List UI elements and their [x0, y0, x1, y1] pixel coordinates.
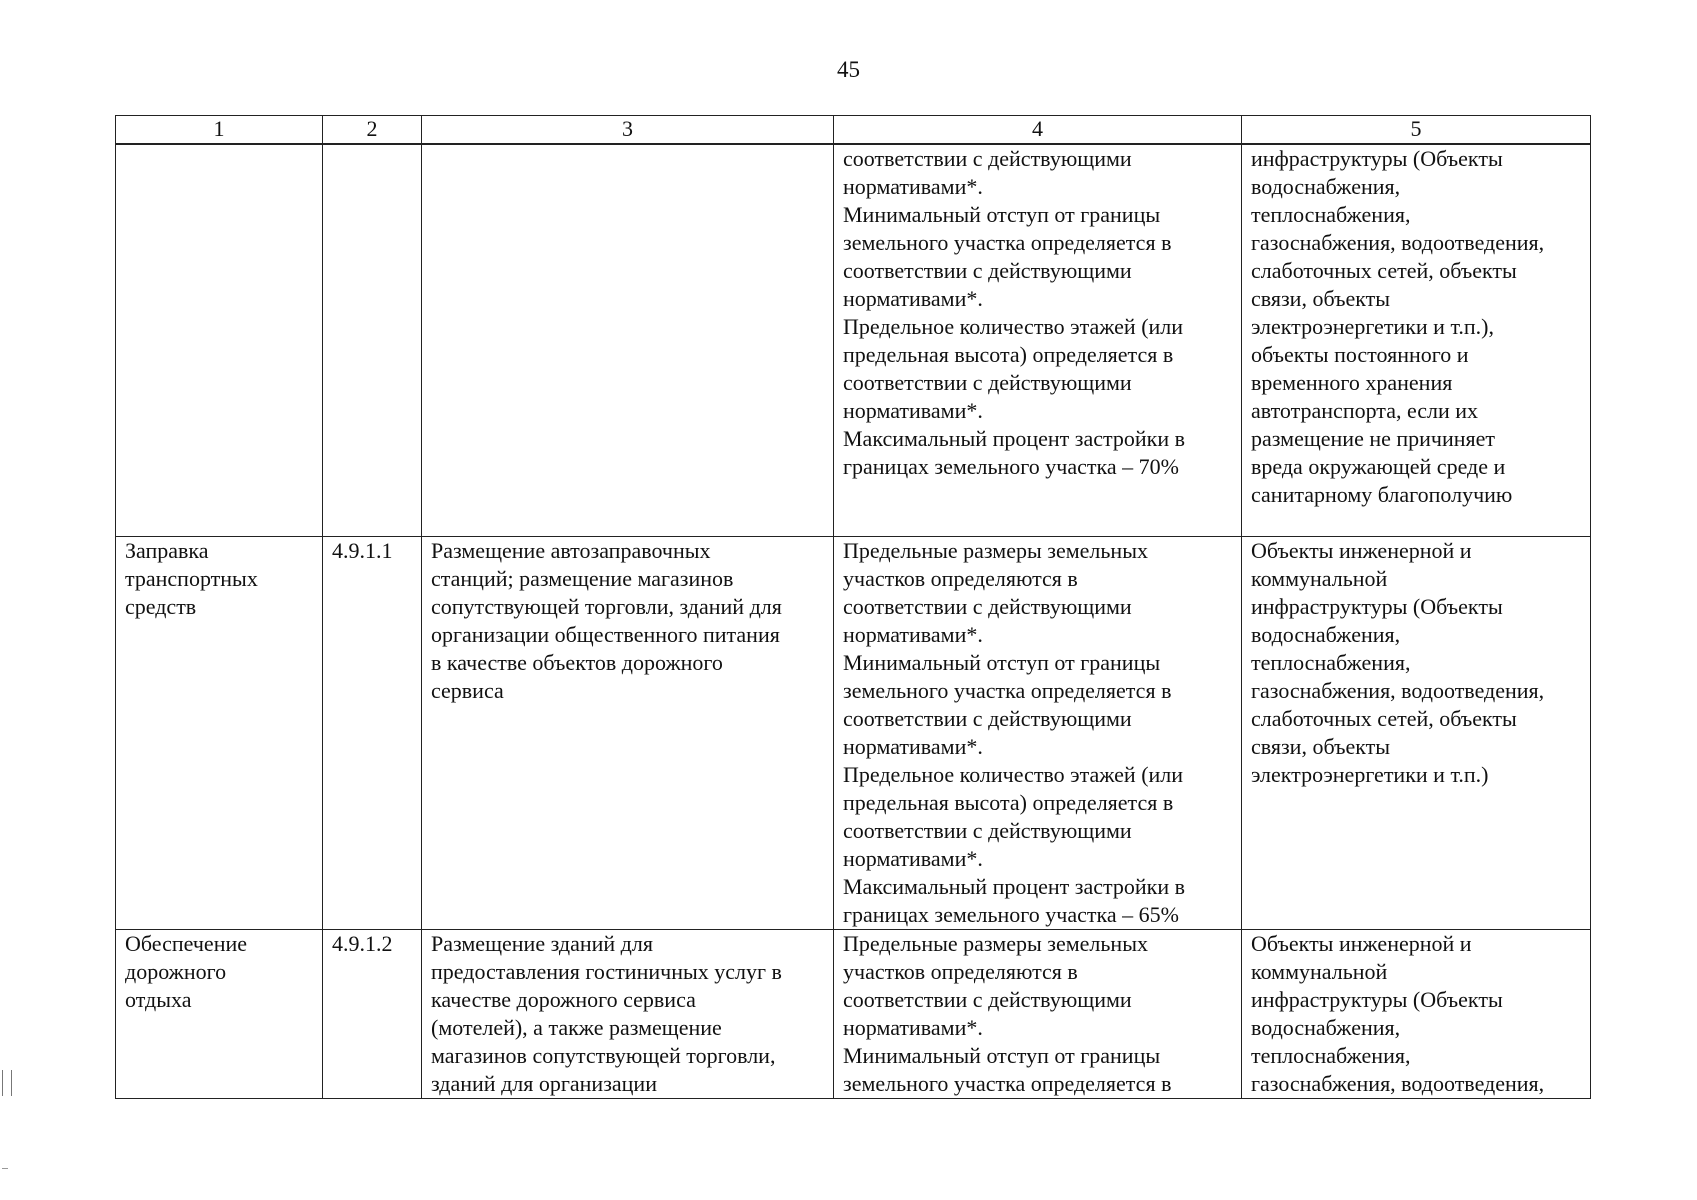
table-row	[116, 537, 1591, 930]
cell-code	[323, 537, 422, 930]
cell-line: 4.9.1.2	[332, 931, 393, 956]
cell-line: земельного участка определяется в	[843, 1071, 1172, 1096]
cell-line: газоснабжения, водоотведения,	[1251, 230, 1545, 255]
cell-line: Минимальный отступ от границы	[843, 1043, 1161, 1068]
cell-line: нормативами*.	[843, 286, 983, 311]
cell-line: соответствии с действующими	[843, 818, 1132, 843]
header-col-3: 3	[422, 116, 834, 145]
cell-line: электроэнергетики и т.п.),	[1251, 314, 1494, 339]
cell-line: газоснабжения, водоотведения,	[1251, 1071, 1545, 1096]
cell-line: автотранспорта, если их	[1251, 398, 1479, 423]
cell-line: инфраструктуры (Объекты	[1251, 987, 1503, 1012]
cell-line: Предельное количество этажей (или	[843, 314, 1184, 339]
cell-line: водоснабжения,	[1251, 622, 1401, 647]
cell-line: инфраструктуры (Объекты	[1251, 594, 1503, 619]
cell-auxiliary-uses	[1242, 930, 1591, 1099]
cell-line: водоснабжения,	[1251, 174, 1401, 199]
cell-line: Обеспечение	[125, 931, 247, 956]
cell-line: организации общественного питания	[431, 622, 780, 647]
cell-line: предельная высота) определяется в	[843, 342, 1174, 367]
cell-description	[422, 144, 834, 537]
cell-line: границах земельного участка – 70%	[843, 454, 1179, 479]
table-header-row	[116, 116, 1591, 145]
cell-line: сопутствующей торговли, зданий для	[431, 594, 782, 619]
cell-line: соответствии с действующими	[843, 146, 1132, 171]
cell-line: земельного участка определяется в	[843, 230, 1172, 255]
cell-line: нормативами*.	[843, 734, 983, 759]
cell-line: Предельные размеры земельных	[843, 931, 1148, 956]
cell-line: нормативами*.	[843, 622, 983, 647]
cell-line: слаботочных сетей, объекты	[1251, 706, 1517, 731]
cell-line: соответствии с действующими	[843, 370, 1132, 395]
cell-line: соответствии с действующими	[843, 987, 1132, 1012]
cell-line: теплоснабжения,	[1251, 650, 1411, 675]
cell-line: коммунальной	[1251, 566, 1388, 591]
header-col-4: 4	[834, 116, 1242, 145]
cell-line: газоснабжения, водоотведения,	[1251, 678, 1545, 703]
cell-parameters	[834, 537, 1242, 930]
cell-line: инфраструктуры (Объекты	[1251, 146, 1503, 171]
cell-line: Размещение зданий для	[431, 931, 653, 956]
cell-line: качестве дорожного сервиса	[431, 987, 696, 1012]
cell-line: отдыха	[125, 987, 192, 1012]
cell-line: размещение не причиняет	[1251, 426, 1496, 451]
cell-line: станций; размещение магазинов	[431, 566, 734, 591]
cell-description	[422, 537, 834, 930]
cell-parameters	[834, 930, 1242, 1099]
cell-line: электроэнергетики и т.п.)	[1251, 762, 1489, 787]
cell-line: Размещение автозаправочных	[431, 538, 711, 563]
cell-line: Предельные размеры земельных	[843, 538, 1148, 563]
cell-code	[323, 930, 422, 1099]
cell-line: Минимальный отступ от границы	[843, 202, 1161, 227]
cell-line: магазинов сопутствующей торговли,	[431, 1043, 776, 1068]
cell-line: нормативами*.	[843, 1015, 983, 1040]
cell-line: участков определяются в	[843, 566, 1078, 591]
cell-line: 4.9.1.1	[332, 538, 393, 563]
header-col-2: 2	[323, 116, 422, 145]
cell-line: объекты постоянного и	[1251, 342, 1469, 367]
cell-line: нормативами*.	[843, 398, 983, 423]
cell-line: Максимальный процент застройки в	[843, 874, 1185, 899]
cell-line: дорожного	[125, 959, 227, 984]
cell-line: средств	[125, 594, 197, 619]
cell-line: предельная высота) определяется в	[843, 790, 1174, 815]
cell-use-type	[116, 537, 323, 930]
cell-line: зданий для организации	[431, 1071, 657, 1096]
cell-line: соответствии с действующими	[843, 258, 1132, 283]
cell-line: Предельное количество этажей (или	[843, 762, 1184, 787]
cell-line: связи, объекты	[1251, 286, 1391, 311]
table-row	[116, 144, 1591, 537]
cell-line: предоставления гостиничных услуг в	[431, 959, 782, 984]
cell-line: транспортных	[125, 566, 258, 591]
cell-line: теплоснабжения,	[1251, 202, 1411, 227]
table-body	[116, 144, 1591, 1099]
cell-line: Максимальный процент застройки в	[843, 426, 1185, 451]
header-col-1: 1	[116, 116, 323, 145]
cell-line: (мотелей), а также размещение	[431, 1015, 722, 1040]
cell-line: Заправка	[125, 538, 209, 563]
regulations-table	[115, 115, 1591, 1099]
cell-auxiliary-uses	[1242, 537, 1591, 930]
cell-line: Объекты инженерной и	[1251, 538, 1472, 563]
cell-parameters	[834, 144, 1242, 537]
cell-line: соответствии с действующими	[843, 706, 1132, 731]
cell-line: коммунальной	[1251, 959, 1388, 984]
cell-line: вреда окружающей среде и	[1251, 454, 1506, 479]
cell-line: в качестве объектов дорожного	[431, 650, 723, 675]
cell-code	[323, 144, 422, 537]
cell-line: связи, объекты	[1251, 734, 1391, 759]
cell-line: участков определяются в	[843, 959, 1078, 984]
cell-line: теплоснабжения,	[1251, 1043, 1411, 1068]
cell-line: соответствии с действующими	[843, 594, 1132, 619]
cell-line: нормативами*.	[843, 174, 983, 199]
cell-line: водоснабжения,	[1251, 1015, 1401, 1040]
cell-line: Объекты инженерной и	[1251, 931, 1472, 956]
cell-use-type	[116, 930, 323, 1099]
cell-line: Минимальный отступ от границы	[843, 650, 1161, 675]
cell-line: временного хранения	[1251, 370, 1453, 395]
cell-use-type	[116, 144, 323, 537]
cell-line: слаботочных сетей, объекты	[1251, 258, 1517, 283]
header-col-5: 5	[1242, 116, 1591, 145]
scan-edge-tick	[2, 1168, 8, 1169]
page-number: 45	[837, 57, 860, 82]
cell-description	[422, 930, 834, 1099]
table-row	[116, 930, 1591, 1099]
cell-auxiliary-uses	[1242, 144, 1591, 537]
cell-line: сервиса	[431, 678, 504, 703]
scan-edge-marks	[2, 1070, 12, 1096]
cell-line: земельного участка определяется в	[843, 678, 1172, 703]
cell-line: границах земельного участка – 65%	[843, 902, 1179, 927]
cell-line: санитарному благополучию	[1251, 482, 1513, 507]
cell-line: нормативами*.	[843, 846, 983, 871]
